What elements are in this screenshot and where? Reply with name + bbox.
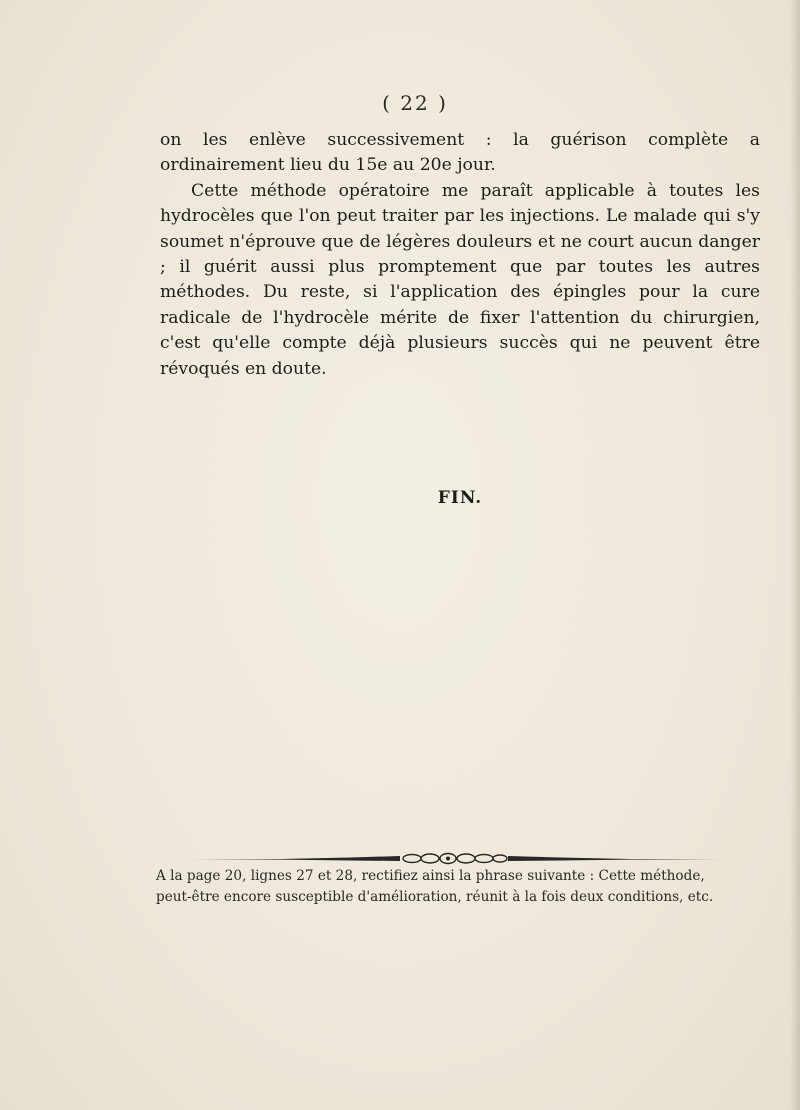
page-edge-shadow xyxy=(790,0,800,1110)
ornamental-divider xyxy=(190,850,720,866)
paragraph-2: Cette méthode opératoire me paraît applicable à toutes les hydrocèles que l'on peut traiter par les injections. Le malade qui s'y soumet n'éprouve que de légères douleurs et ne court aucun danger ; il guérit aussi plus promptement que par toutes les autres méthodes. Du reste, si l'application des épingles pour la cure radicale de l'hydrocèle mérite de fixer l'attention du chirurgien, c'est qu'elle compte déjà plusieurs succès qui ne peuvent être révoqués en doute. xyxy=(160,180,760,379)
footnote-line-1: A la page 20, lignes 27 et 28, rectifiez ainsi la phrase suivante : Cette méthode, xyxy=(156,868,705,884)
end-marker: FIN. xyxy=(437,488,483,508)
body-text xyxy=(160,128,760,382)
footnote xyxy=(156,866,761,908)
paragraph-1: on les enlève successivement : la guérison complète a ordinairement lieu du 15e au 20e jour. xyxy=(160,130,760,176)
footnote-line-2: peut-être encore susceptible d'amélioration, réunit à la fois deux conditions, etc. xyxy=(156,889,714,905)
page-number: ( 22 ) xyxy=(382,91,448,115)
